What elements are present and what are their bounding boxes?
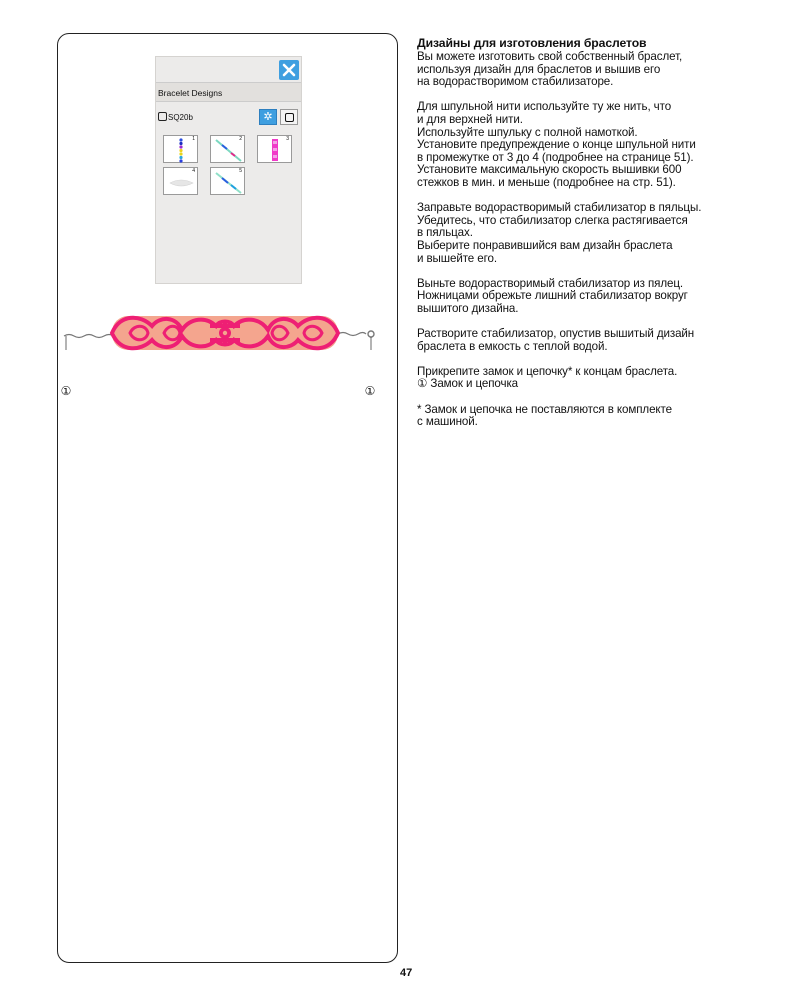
paragraph-dissolve: Растворите стабилизатор, опустив вышитый дизайн браслета в емкость с теплой водой. (417, 327, 695, 353)
design-preview-icon (164, 168, 199, 196)
page-number: 47 (400, 967, 413, 979)
design-preview-icon (211, 168, 246, 196)
section-title: Дизайны для изготовления браслетов (417, 36, 647, 50)
design-preview-icon (211, 136, 246, 164)
thumbnail-number: 3 (286, 136, 289, 142)
hoop-label (158, 112, 193, 122)
thumbnail-number: 2 (239, 136, 242, 142)
paragraph-footnote: * Замок и цепочка не поставляются в комплекте с машиной. (417, 402, 672, 429)
instructions-column (417, 37, 767, 441)
clasp-icon (368, 331, 374, 337)
design-thumbnail-2[interactable] (210, 135, 245, 163)
hoop-icon (158, 112, 167, 121)
paragraph-stabilizer: Заправьте водорастворимый стабилизатор в пяльцы. Убедитесь, что стабилизатор слегка растягивается в пяльцах. Выберите понравившийся вам дизайн браслета и вышейте его. (417, 201, 702, 265)
design-thumbnail-3[interactable] (257, 135, 292, 163)
hoop-row (158, 109, 299, 125)
design-preview-icon (258, 136, 293, 164)
thumbnail-number: 5 (239, 168, 242, 174)
hoop-select-button[interactable] (280, 109, 298, 125)
paragraph-bobbin: Для шпульной нити используйте ту же нить, что и для верхней нити. Используйте шпульку с полной намоткой. Установите предупреждение о конце шпульной нити в промежутке от 3 до 4 (подробнее на странице 51). Установите максимальную скорость вышивки 600 стежков в мин. и меньше (подробнее на стр. 51). (417, 100, 696, 189)
thumbnail-number: 4 (192, 168, 195, 174)
design-thumbnail-1[interactable] (163, 135, 198, 163)
left-chain-icon (64, 335, 114, 338)
hoop-square-icon (285, 113, 294, 122)
thumbnail-number: 1 (192, 136, 195, 142)
hoop-size: SQ20b (168, 113, 193, 122)
design-thumbnail-5[interactable] (210, 167, 245, 195)
paragraph-intro: Вы можете изготовить свой собственный браслет, используя дизайн для браслетов и вышив его на водорастворимом стабилизаторе. (417, 50, 683, 89)
machine-screen (155, 56, 302, 284)
bracelet-illustration (60, 296, 390, 356)
callout-left: ① (60, 384, 72, 398)
design-preview-icon (164, 136, 199, 164)
paragraph-remove: Выньте водорастворимый стабилизатор из пялец. Ножницами обрежьте лишний стабилизатор вокруг вышитого дизайна. (417, 276, 688, 315)
design-mode-button[interactable] (259, 109, 277, 125)
callout-right: ① (364, 384, 376, 398)
close-icon (282, 63, 296, 77)
design-thumbnail-4[interactable] (163, 167, 198, 195)
screen-title: Bracelet Designs (156, 82, 301, 102)
close-button[interactable] (279, 60, 299, 80)
right-chain-icon (338, 333, 366, 336)
flower-icon: ✲ (263, 111, 273, 123)
lace-band-icon (112, 316, 338, 350)
paragraph-attach: Прикрепите замок и цепочку* к концам браслета. ① Замок и цепочка (417, 364, 678, 391)
